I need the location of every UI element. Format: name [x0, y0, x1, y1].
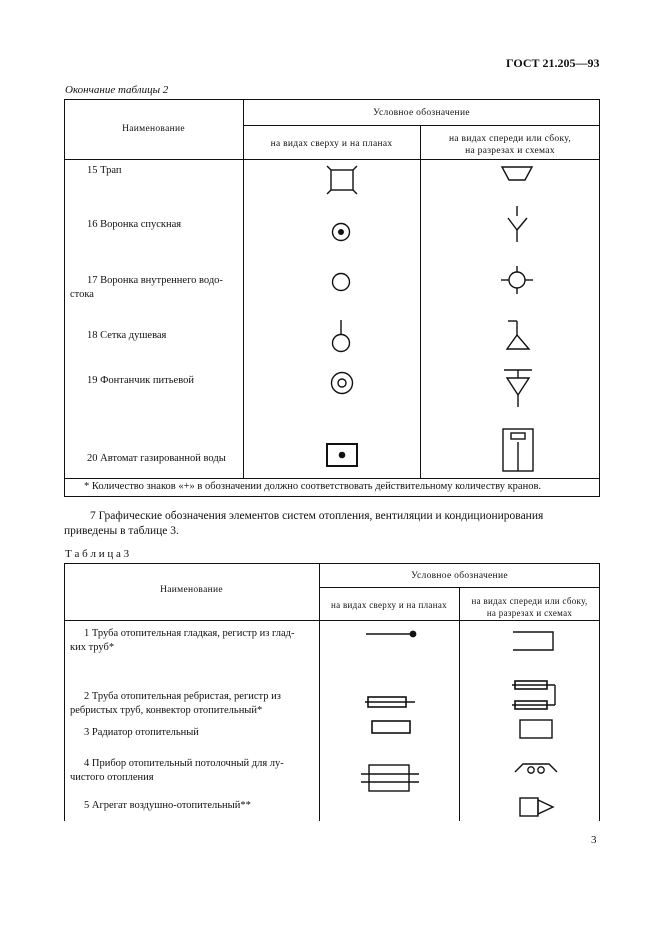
table3-col-name: Наименование	[160, 585, 223, 595]
table3-row-label: 1 Труба отопительная гладкая, регистр из глад- ких труб*	[70, 628, 295, 653]
radiator-side-icon	[519, 719, 553, 739]
table3-col-side: на видах спереди или сбоку, на разрезах и схемах	[471, 596, 588, 618]
page-number: 3	[591, 834, 597, 846]
table2-col-plan: на видах сверху и на планах	[270, 139, 393, 149]
paragraph-7: 7 Графические обозначения элементов систем отопления, вентиляции и кондиционирования приведены в таблице 3.	[64, 510, 544, 537]
finned-pipe-side-icon	[511, 678, 557, 712]
table3-col-plan: на видах сверху и на планах	[331, 600, 447, 610]
table2-row-label: 16 Воронка спускная	[87, 219, 182, 230]
table2-col-side: на видах спереди или сбоку, на разрезах и схемах	[448, 134, 572, 156]
funnel-plan-icon	[331, 222, 351, 242]
table2-row-label: 20 Автомат газированной воды	[87, 453, 226, 464]
table2-row-label: 19 Фонтанчик питьевой	[87, 375, 194, 386]
shower-side-icon	[505, 321, 531, 351]
smooth-pipe-plan-icon	[366, 629, 418, 639]
finned-pipe-plan-icon	[365, 695, 415, 709]
shower-plan-icon	[331, 320, 351, 354]
air-heater-side-icon	[519, 797, 557, 817]
table3-row-label: 3 Радиатор отопительный	[84, 727, 199, 738]
document-id: ГОСТ 21.205—93	[506, 56, 600, 70]
soda-machine-plan-icon	[326, 443, 358, 467]
fountain-plan-icon	[330, 371, 354, 395]
table2-caption: Окончание таблицы 2	[65, 84, 169, 96]
table2-row-label: 18 Сетка душевая	[87, 330, 167, 341]
radiator-plan-icon	[371, 720, 411, 734]
table2-row-label: 15 Трап	[87, 165, 122, 176]
table2-row-label: 17 Воронка внутреннего водо- стока	[70, 275, 223, 300]
table3-caption: Т а б л и ц а 3	[65, 548, 130, 560]
ceiling-heater-plan-icon	[361, 763, 419, 793]
ceiling-heater-side-icon	[515, 762, 557, 776]
smooth-pipe-side-icon	[513, 631, 555, 651]
table3-row-label: 2 Труба отопительная ребристая, регистр из ребристых труб, конвектор отопительный*	[70, 691, 281, 716]
table3-row-label: 4 Прибор отопительный потолочный для лу- чистого отопления	[70, 758, 284, 783]
table2-col-name: Наименование	[122, 124, 185, 134]
fountain-side-icon	[502, 369, 534, 407]
gutter-funnel-side-icon	[500, 266, 534, 294]
table3-col-group: Условное обозначение	[411, 571, 508, 581]
drain-plan-icon	[327, 166, 357, 194]
gutter-funnel-plan-icon	[331, 272, 351, 292]
drain-side-icon	[501, 166, 533, 182]
soda-machine-side-icon	[502, 428, 534, 472]
table3-row-label: 5 Агрегат воздушно-отопительный**	[84, 800, 251, 811]
funnel-side-icon	[507, 206, 529, 242]
table2-footnote: * Количество знаков «+» в обозначении должно соответствовать действительному количеству кранов.	[84, 481, 542, 492]
table2-col-group: Условное обозначение	[373, 108, 470, 118]
